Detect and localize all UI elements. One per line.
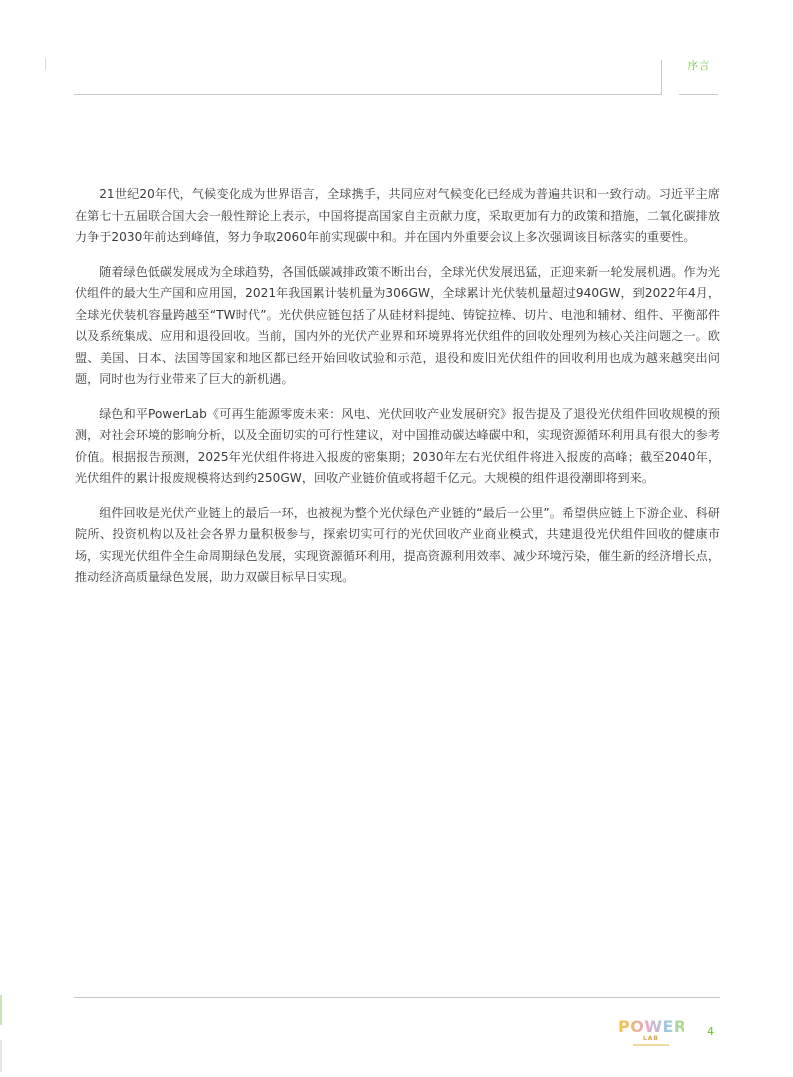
paragraph-1: 21世纪20年代，气候变化成为世界语言，全球携手，共同应对气候变化已经成为普遍共识和一致行动。习近平主席在第七十五届联合国大会一般性辩论上表示，中国将提高国家自主贡献力度，采取更加有力的政策和措施，二氧化碳排放力争于2030年前达到峰值，努力争取2060年前实现碳中和。并在国内外重要会议上多次强调该目标落实的重要性。: [75, 187, 720, 244]
margin-bar: [0, 1040, 2, 1072]
margin-accent-bar: [0, 995, 2, 1025]
margin-tick: [45, 58, 46, 70]
logo-wordmark: POWER: [618, 1017, 687, 1036]
logo-underline: [633, 1044, 669, 1046]
page-number: 4: [707, 1025, 714, 1038]
header-vertical-divider: [661, 60, 662, 95]
header-divider: [74, 94, 662, 95]
logo-subtext: LAB: [642, 1035, 660, 1042]
footer-divider: [74, 997, 720, 998]
section-label: 序言: [687, 60, 711, 72]
powerlab-logo: [618, 1017, 687, 1053]
page-body: [75, 184, 720, 602]
section-label-underline: [679, 94, 718, 95]
paragraph-2: 随着绿色低碳发展成为全球趋势，各国低碳减排政策不断出台，全球光伏发展迅猛，正迎来新一轮发展机遇。作为光伏组件的最大生产国和应用国，2021年我国累计装机量为306GW，全球累计光伏装机量超过940GW，到2022年4月，全球光伏装机容量跨越至“TW时代”。光伏供应链包括了从硅材料提纯、铸锭拉棒、切片、电池和辅材、组件、平衡部件以及系统集成、应用和退役回收。当前，国内外的光伏产业界和环境界将光伏组件的回收处理列为核心关注问题之一。欧盟、美国、日本、法国等国家和地区都已经开始回收试验和示范，退役和废旧光伏组件的回收利用也成为越来越突出问题，同时也为行业带来了巨大的新机遇。: [75, 264, 720, 386]
paragraph-3: 绿色和平PowerLab《可再生能源零废未来：风电、光伏回收产业发展研究》报告提及了退役光伏组件回收规模的预测，对社会环境的影响分析，以及全面切实的可行性建议，对中国推动碳达峰碳中和，实现资源循环利用具有很大的参考价值。根据报告预测，2025年光伏组件将进入报废的密集期；2030年左右光伏组件将进入报废的高峰；截至2040年，光伏组件的累计报废规模将达到约250GW，回收产业链价值或将超千亿元。大规模的组件退役潮即将到来。: [75, 406, 720, 485]
paragraph-4: 组件回收是光伏产业链上的最后一环，也被视为整个光伏绿色产业链的“最后一公里”。希望供应链上下游企业、科研院所、投资机构以及社会各界力量积极参与，探索切实可行的光伏回收产业商业模式，共建退役光伏组件回收的健康市场，实现光伏组件全生命周期绿色发展，实现资源循环利用，提高资源利用效率、减少环境污染，催生新的经济增长点，推动经济高质量绿色发展，助力双碳目标早日实现。: [75, 505, 720, 584]
